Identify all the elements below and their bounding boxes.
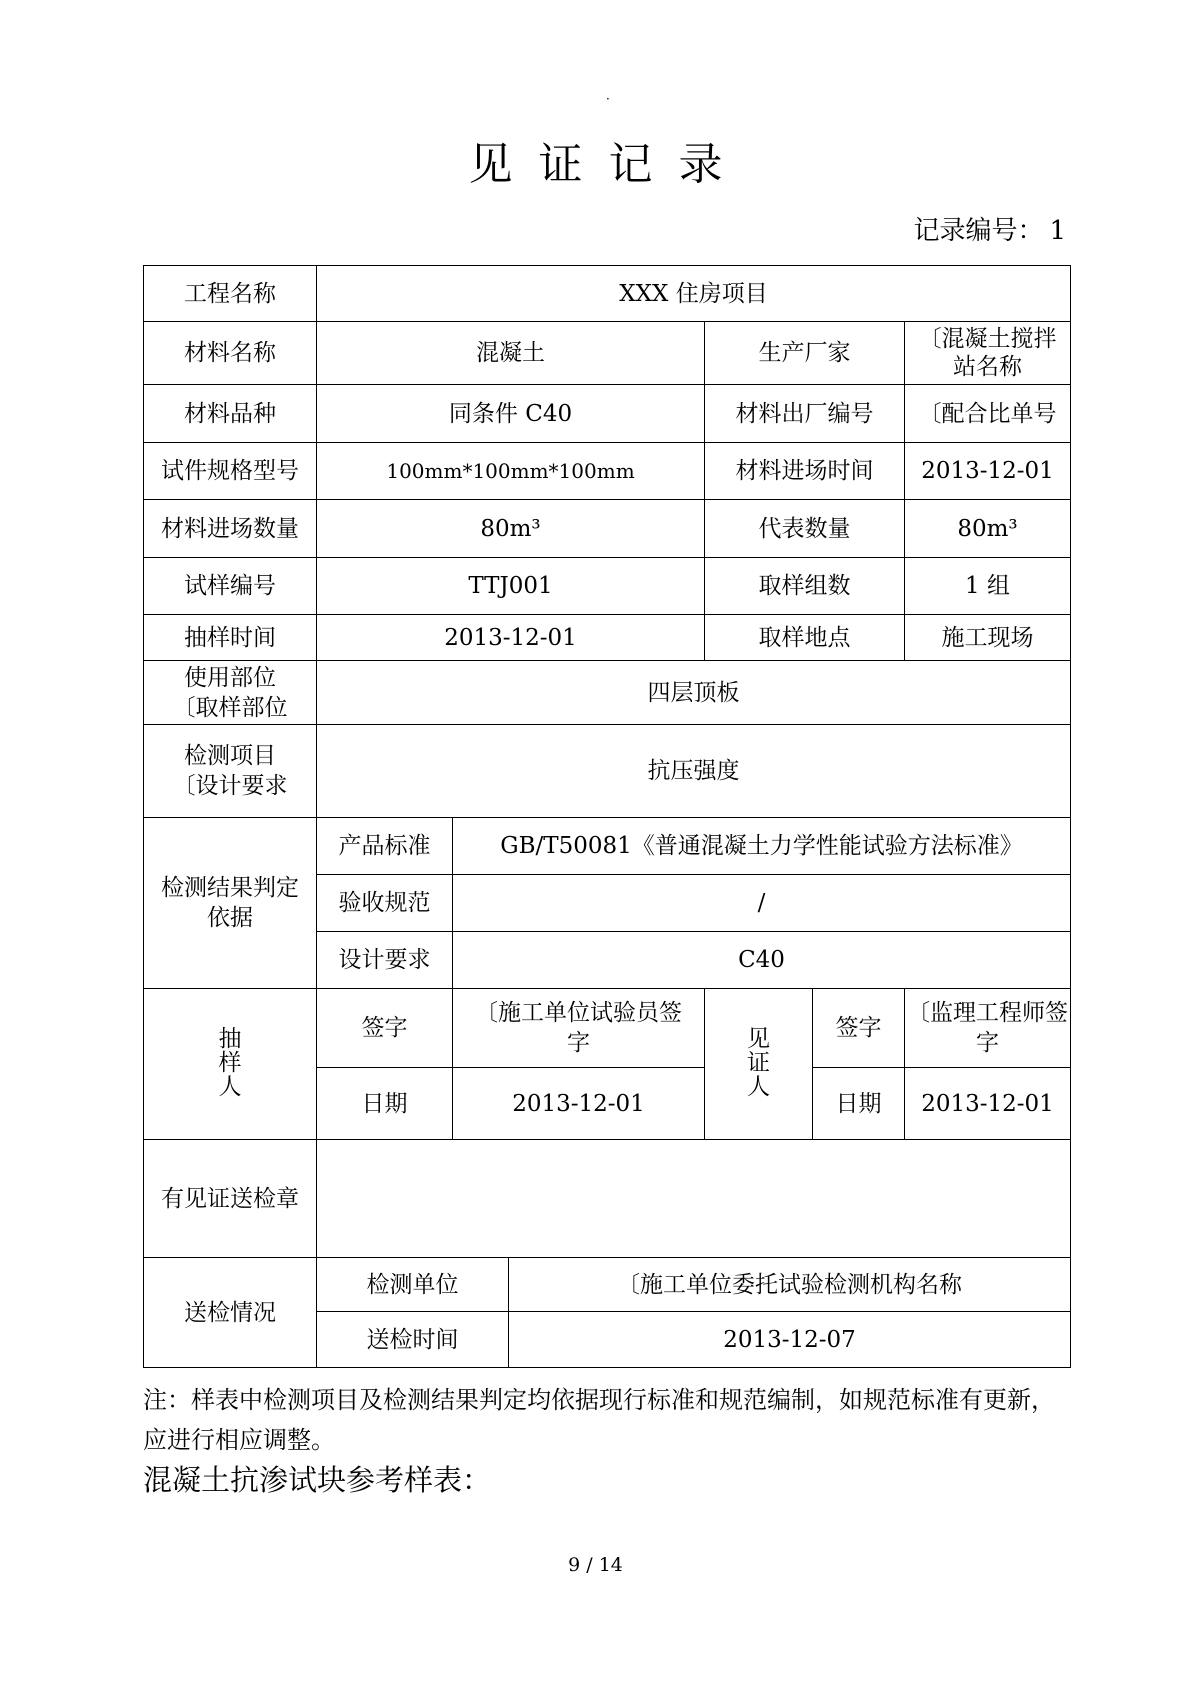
- record-number: [913, 210, 1066, 247]
- material-name-value: 混凝土: [317, 322, 705, 385]
- material-name-label: 材料名称: [144, 322, 317, 385]
- acceptance-value: /: [453, 875, 1071, 932]
- table-row: [144, 989, 1071, 1068]
- witness-record-table: [143, 265, 1071, 1368]
- product-std-label: 产品标准: [317, 818, 453, 875]
- page-title: 见证记录: [468, 139, 749, 190]
- entry-time-value: 2013-12-01: [905, 443, 1071, 500]
- record-number-value: 1: [1049, 216, 1066, 246]
- material-type-value: 同条件 C40: [317, 385, 705, 443]
- basis-label: 检测结果判定依据: [144, 818, 317, 989]
- submit-time-value: 2013-12-07: [509, 1312, 1071, 1368]
- sampler-date-label: 日期: [317, 1068, 453, 1140]
- spec-label: 试件规格型号: [144, 443, 317, 500]
- test-item-value: 抗压强度: [317, 725, 1071, 818]
- submit-label: 送检情况: [144, 1258, 317, 1368]
- material-type-label: 材料品种: [144, 385, 317, 443]
- table-row: [144, 385, 1071, 443]
- design-req-label: 设计要求: [317, 932, 453, 989]
- table-row: [144, 322, 1071, 385]
- header-dot: ·: [606, 92, 610, 106]
- spec-value: 100mm*100mm*100mm: [317, 443, 705, 500]
- table-row: [144, 266, 1071, 322]
- table-row: [144, 615, 1071, 661]
- sampler-label: [144, 989, 317, 1140]
- sample-no-label: 试样编号: [144, 558, 317, 615]
- sampler-sign-label: 签字: [317, 989, 453, 1068]
- record-number-label: 记录编号：: [913, 216, 1044, 246]
- factory-no-label: 材料出厂编号: [705, 385, 905, 443]
- manufacturer-label: 生产厂家: [705, 322, 905, 385]
- sampling-time-value: 2013-12-01: [317, 615, 705, 661]
- entry-time-label: 材料进场时间: [705, 443, 905, 500]
- sampler-label-text: 抽样人: [218, 1025, 242, 1100]
- groups-label: 取样组数: [705, 558, 905, 615]
- sampling-place-label: 取样地点: [705, 615, 905, 661]
- product-std-value: GB/T50081《普通混凝土力学性能试验方法标准》: [453, 818, 1071, 875]
- entry-qty-label: 材料进场数量: [144, 500, 317, 558]
- groups-value: 1 组: [905, 558, 1071, 615]
- test-unit-label: 检测单位: [317, 1258, 509, 1312]
- witness-label-text: 见证人: [746, 1025, 770, 1100]
- witness-sign-value: 〔监理工程师签字: [905, 989, 1071, 1068]
- submit-time-label: 送检时间: [317, 1312, 509, 1368]
- manufacturer-value: 〔混凝土搅拌站名称: [905, 322, 1071, 385]
- sample-no-value: TTJ001: [317, 558, 705, 615]
- rep-qty-label: 代表数量: [705, 500, 905, 558]
- table-row: [144, 558, 1071, 615]
- witness-date-label: 日期: [813, 1068, 905, 1140]
- acceptance-label: 验收规范: [317, 875, 453, 932]
- witness-sign-label: 签字: [813, 989, 905, 1068]
- witness-label: [705, 989, 813, 1140]
- test-unit-value: 〔施工单位委托试验检测机构名称: [509, 1258, 1071, 1312]
- use-part-value: 四层顶板: [317, 661, 1071, 725]
- test-item-label: 检测项目〔设计要求: [144, 725, 317, 818]
- table-row: [144, 1140, 1071, 1258]
- seal-area: [317, 1140, 1071, 1258]
- sampler-sign-value: 〔施工单位试验员签字: [453, 989, 705, 1068]
- table-row: [144, 818, 1071, 875]
- page-number: 9 / 14: [568, 1554, 623, 1576]
- factory-no-value: 〔配合比单号: [905, 385, 1071, 443]
- rep-qty-value: 80m³: [905, 500, 1071, 558]
- table-row: [144, 500, 1071, 558]
- sampling-place-value: 施工现场: [905, 615, 1071, 661]
- project-label: 工程名称: [144, 266, 317, 322]
- table-row: [144, 725, 1071, 818]
- sampling-time-label: 抽样时间: [144, 615, 317, 661]
- note-text: 注：样表中检测项目及检测结果判定均依据现行标准和规范编制，如规范标准有更新，应进行相应调整。: [143, 1386, 1055, 1454]
- witness-date-value: 2013-12-01: [905, 1068, 1071, 1140]
- table-row: [144, 661, 1071, 725]
- entry-qty-value: 80m³: [317, 500, 705, 558]
- sampler-date-value: 2013-12-01: [453, 1068, 705, 1140]
- design-req-value: C40: [453, 932, 1071, 989]
- sub-heading: 混凝土抗渗试块参考样表：: [143, 1463, 492, 1497]
- project-value: XXX 住房项目: [317, 266, 1071, 322]
- seal-label: 有见证送检章: [144, 1140, 317, 1258]
- table-row: [144, 1258, 1071, 1312]
- table-row: [144, 443, 1071, 500]
- use-part-label: 使用部位〔取样部位: [144, 661, 317, 725]
